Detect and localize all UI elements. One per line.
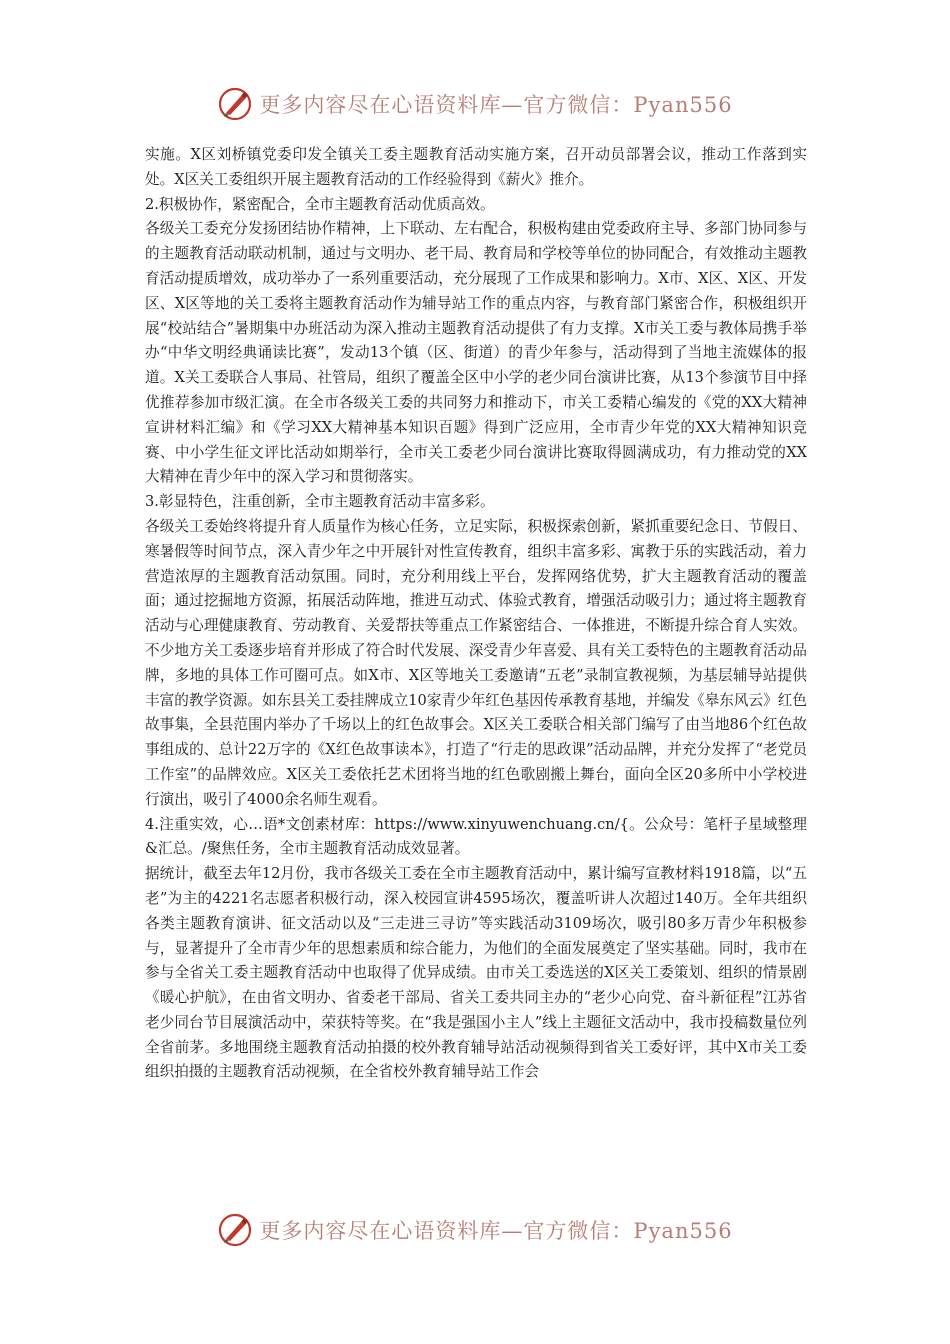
pen-logo-icon — [217, 86, 253, 122]
footer-banner — [0, 1206, 950, 1254]
document-body — [145, 143, 807, 1085]
paragraph-collaboration: 各级关工委充分发扬团结协作精神，上下联动、左右配合，积极构建由党委政府主导、多部门协同参与的主题教育活动联动机制，通过与文明办、老干局、教育局和学校等单位的协同配合，有效推动主题教育活动提质增效，成功举办了一系列重要活动，充分展现了工作成果和影响力。X市、X区、X区、开发区、X区等地的关工委将主题教育活动作为辅导站工作的重点内容，与教育部门紧密合作，积极组织开展“校站结合”暑期集中办班活动为深入推动主题教育活动提供了有力支撑。X市关工委与教体局携手举办“中华文明经典诵读比赛”，发动13个镇（区、街道）的青少年参与，活动得到了当地主流媒体的报道。X关工委联合人事局、社管局，组织了覆盖全区中小学的老少同台演讲比赛，从13个参演节目中择优推荐参加市级汇演。在全市各级关工委的共同努力和推动下，市关工委精心编发的《党的XX大精神宣讲材料汇编》和《学习XX大精神基本知识百题》得到广泛应用，全市青少年党的XX大精神知识竞赛、中小学生征文评比活动如期举行，全市关工委老少同台演讲比赛取得圆满成功，有力推动党的XX大精神在青少年中的深入学习和贯彻落实。 — [145, 220, 807, 486]
section-heading-2: 2.积极协作，紧密配合，全市主题教育活动优质高效。 — [145, 195, 495, 213]
header-banner-text: 更多内容尽在心语资料库—官方微信：Pyan556 — [259, 93, 733, 117]
paragraph-results: 据统计，截至去年12月份，我市各级关工委在全市主题教育活动中，累计编写宣教材料1918篇，以“五老”为主的4221名志愿者积极行动，深入校园宣讲4595场次，覆盖听讲人次超过140万。全年共组织各类主题教育演讲、征文活动以及“三走进三寻访”等实践活动3109场次，吸引80多万青少年积极参与，显著提升了全市青少年的思想素质和综合能力，为他们的全面发展奠定了坚实基础。同时，我市在参与全省关工委主题教育活动中也取得了优异成绩。由市关工委选送的X区关工委策划、组织的情景剧《暖心护航》，在由省文明办、省委老干部局、省关工委共同主办的“老少心向党、奋斗新征程”江苏省老少同台节目展演活动中，荣获特等奖。在“我是强国小主人”线上主题征文活动中，我市投稿数量位列全省前茅。多地围绕主题教育活动拍摄的校外教育辅导站活动视频得到省关工委好评，其中X市关工委组织拍摄的主题教育活动视频，在全省校外教育辅导站工作会 — [145, 865, 807, 1081]
paragraph-intro-continuation: 实施。X区刘桥镇党委印发全镇关工委主题教育活动实施方案，召开动员部署会议，推动工作落到实处。X区关工委组织开展主题教育活动的工作经验得到《薪火》推介。 — [145, 146, 807, 188]
section-heading-4: 4.注重实效，心…语*文创素材库：https://www.xinyuwenchuang.cn/{。公众号：笔杆子星域整理&汇总。/聚焦任务，全市主题教育活动成效显著。 — [145, 815, 807, 858]
section-heading-3: 3.彰显特色，注重创新，全市主题教育活动丰富多彩。 — [145, 493, 495, 511]
header-banner — [0, 80, 950, 128]
pen-logo-icon — [217, 1212, 253, 1248]
paragraph-innovation: 各级关工委始终将提升育人质量作为核心任务，立足实际，积极探索创新，紧抓重要纪念日、节假日、寒暑假等时间节点，深入青少年之中开展针对性宣传教育，组织丰富多彩、寓教于乐的实践活动，着力营造浓厚的主题教育活动氛围。同时，充分利用线上平台，发挥网络优势，扩大主题教育活动的覆盖面；通过挖掘地方资源，拓展活动阵地，推进互动式、体验式教育，增强活动吸引力；通过将主题教育活动与心理健康教育、劳动教育、关爱帮扶等重点工作紧密结合、一体推进，不断提升综合育人实效。不少地方关工委逐步培育并形成了符合时代发展、深受青少年喜爱、具有关工委特色的主题教育活动品牌，多地的具体工作可圈可点。如X市、X区等地关工委邀请“五老”录制宣教视频，为基层辅导站提供丰富的教学资源。如东县关工委挂牌成立10家青少年红色基因传承教育基地，并编发《皋东风云》红色故事集，全县范围内举办了千场以上的红色故事会。X区关工委联合相关部门编写了由当地86个红色故事组成的、总计22万字的《X红色故事读本》，打造了“行走的思政课”活动品牌，并充分发挥了“老党员工作室”的品牌效应。X区关工委依托艺术团将当地的红色歌剧搬上舞台，面向全区20多所中小学校进行演出，吸引了4000余名师生观看。 — [145, 517, 807, 808]
footer-banner-text: 更多内容尽在心语资料库—官方微信：Pyan556 — [259, 1219, 733, 1243]
